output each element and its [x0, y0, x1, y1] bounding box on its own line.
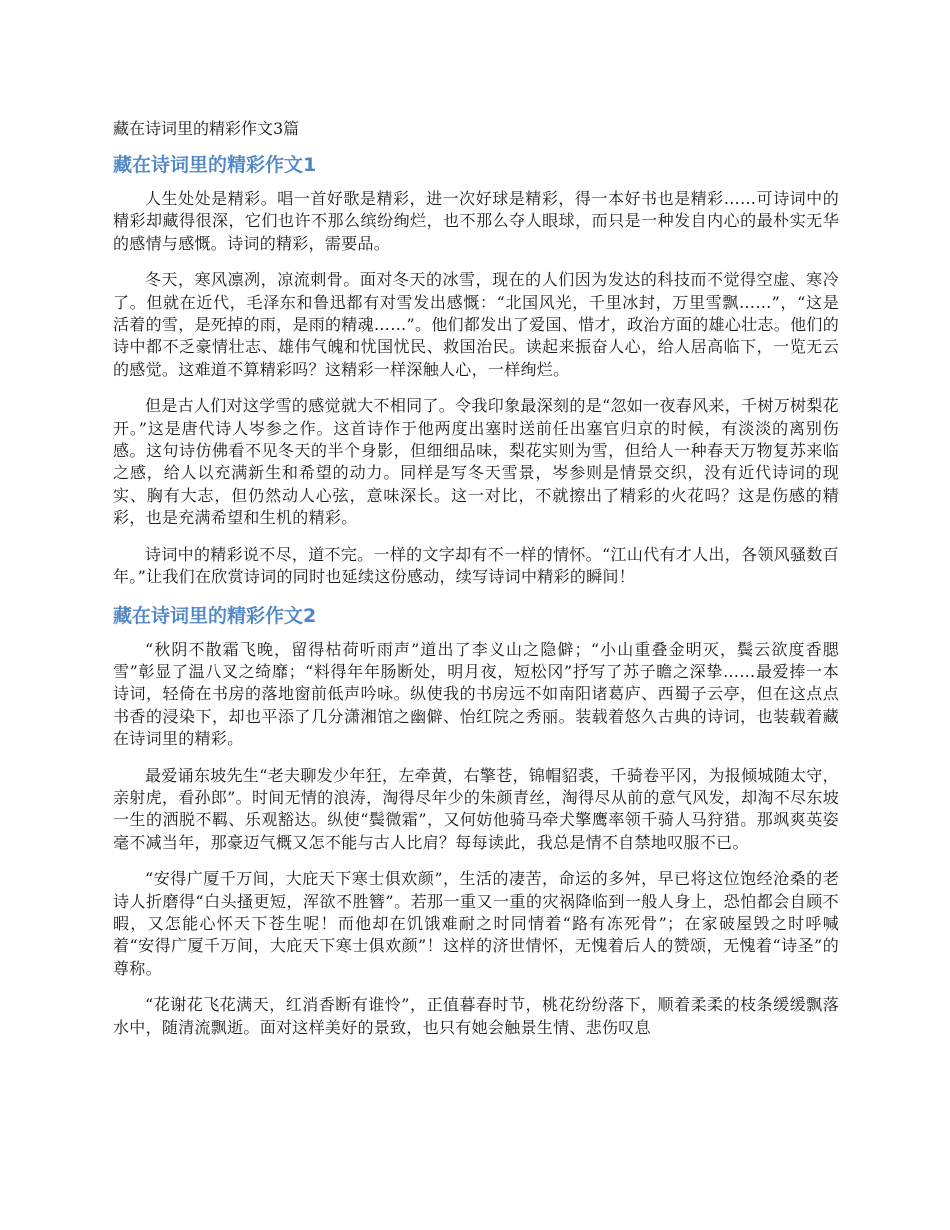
paragraph: 诗词中的精彩说不尽，道不完。一样的文字却有不一样的情怀。“江山代有才人出，各领风骚数百年。”让我们在欣赏诗词的同时也延续这份感动，续写诗词中精彩的瞬间！: [113, 544, 839, 587]
paragraph: 最爱诵东坡先生“老夫聊发少年狂，左牵黄，右擎苍，锦帽貂裘，千骑卷平冈，为报倾城随太守，亲射虎，看孙郎”。时间无情的浪涛，淘得尽年少的朱颜青丝，淘得尽从前的意气风发，却淘不尽东坡一生的洒脱不羁、乐观豁达。纵使“鬓微霜”，又何妨他骑马牵犬擎鹰率领千骑人马狩猎。那飒爽英姿毫不减当年，那豪迈气概又怎不能与古人比肩？每每读此，我总是情不自禁地叹服不已。: [113, 765, 839, 852]
essay-section-2: [113, 603, 839, 1040]
paragraph: “安得广厦千万间，大庇天下寒士俱欢颜”，生活的凄苦，命运的多舛，早已将这位饱经沧桑的老诗人折磨得“白头搔更短，浑欲不胜簪”。若那一重又一重的灾祸降临到一般人身上，恐怕都会自顾不暇，又怎能心怀天下苍生呢！而他却在饥饿难耐之时同情着“路有冻死骨”；在家破屋毁之时呼喊着“安得广厦千万间，大庇天下寒士俱欢颜”！这样的济世情怀，无愧着后人的赞颂，无愧着“诗圣”的尊称。: [113, 869, 839, 978]
section-heading: 藏在诗词里的精彩作文2: [113, 604, 317, 627]
section-heading: 藏在诗词里的精彩作文1: [113, 154, 317, 176]
paragraph: “花谢花飞花满天，红消香断有谁怜”，正值暮春时节，桃花纷纷落下，顺着柔柔的枝条缓缓飘落水中，随清流飘逝。面对这样美好的景致，也只有她会触景生情、悲伤叹息: [113, 995, 839, 1037]
paragraph: “秋阴不散霜飞晚，留得枯荷听雨声”道出了李义山之隐僻；“小山重叠金明灭，鬓云欲度香腮雪”彰显了温八叉之绮靡；“料得年年肠断处，明月夜，短松冈”抒写了苏子瞻之深挚……最爱捧一本诗词，轻倚在书房的落地窗前低声吟咏。纵使我的书房远不如南阳诸葛庐、西蜀子云亭，但在这点点书香的浸染下，却也平添了几分潇湘馆之幽僻、怡红院之秀丽。装载着悠久古典的诗词，也装载着藏在诗词里的精彩。: [113, 639, 839, 749]
paragraph: 冬天，寒风凛冽，凉流刺骨。面对冬天的冰雪，现在的人们因为发达的科技而不觉得空虚、寒冷了。但就在近代，毛泽东和鲁迅都有对雪发出感慨：“北国风光，千里冰封，万里雪飘……”，“这是活着的雪，是死掉的雨，是雨的精魂……”。他们都发出了爱国、惜才，政治方面的雄心壮志。他们的诗中都不乏豪情壮志、雄伟气魄和忧国忧民、救国治民。读起来振奋人心，给人居高临下，一览无云的感觉。这难道不算精彩吗？这精彩一样深触人心，一样绚烂。: [113, 270, 839, 379]
document-page: [113, 118, 839, 1053]
paragraph: 人生处处是精彩。唱一首好歌是精彩，进一次好球是精彩，得一本好书也是精彩……可诗词中的精彩却藏得很深，它们也许不那么缤纷绚烂，也不那么夺人眼球，而只是一种发自内心的最朴实无华的感情与感慨。诗词的精彩，需要品。: [113, 189, 839, 253]
paragraph: 但是古人们对这学雪的感觉就大不相同了。令我印象最深刻的是“忽如一夜春风来，千树万树梨花开。”这是唐代诗人岑参之作。这首诗作于他两度出塞时送前任出塞官归京的时候，有淡淡的离别伤感。这句诗仿佛看不见冬天的半个身影，但细细品味，梨花实则为雪，但给人一种春天万物复苏来临之感，给人以充满新生和希望的动力。同样是写冬天雪景，岑参则是情景交织，没有近代诗词的现实、胸有大志，但仍然动人心弦，意味深长。这一对比，不就擦出了精彩的火花吗？这是伤感的精彩，也是充满希望和生机的精彩。: [113, 396, 839, 528]
document-title: 藏在诗词里的精彩作文3篇: [113, 119, 300, 138]
essay-section-1: [113, 152, 839, 589]
